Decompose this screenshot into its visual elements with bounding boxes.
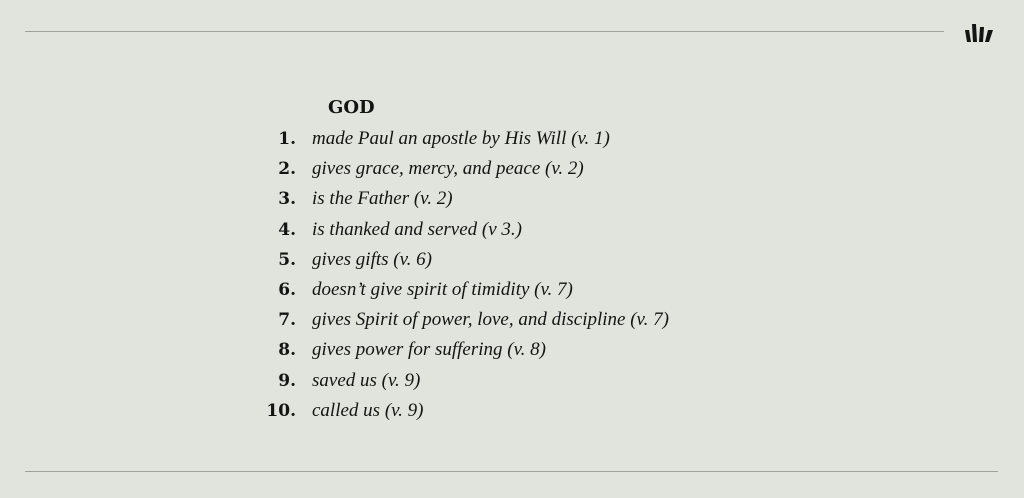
bottom-divider	[25, 471, 998, 472]
item-text: gives gifts (v. 6)	[312, 248, 432, 270]
item-number: 4.	[278, 219, 296, 240]
list-item	[250, 275, 669, 305]
item-number: 10.	[266, 400, 296, 421]
list-item	[250, 245, 669, 275]
list-item	[250, 366, 669, 396]
item-text: saved us (v. 9)	[312, 369, 421, 391]
item-text: doesn’t give spirit of timidity (v. 7)	[312, 279, 573, 301]
top-divider	[25, 31, 944, 32]
item-text: gives Spirit of power, love, and discipline (v. 7)	[312, 309, 669, 331]
list-item	[250, 184, 669, 214]
item-text: gives power for suffering (v. 8)	[312, 339, 546, 361]
attributes-list	[250, 124, 669, 426]
list-item	[250, 396, 669, 426]
item-number: 3.	[278, 189, 296, 210]
item-number: 2.	[278, 159, 296, 180]
item-number: 5.	[278, 249, 296, 270]
list-item	[250, 124, 669, 154]
list-item	[250, 305, 669, 335]
list-heading: GOD	[328, 97, 375, 118]
item-number: 6.	[278, 280, 296, 301]
item-text: is thanked and served (v 3.)	[312, 218, 522, 240]
crown-logo-icon	[963, 20, 999, 46]
list-item	[250, 215, 669, 245]
item-text: is the Father (v. 2)	[312, 188, 453, 210]
item-number: 1.	[278, 129, 296, 150]
list-item	[250, 154, 669, 184]
item-text: made Paul an apostle by His Will (v. 1)	[312, 128, 610, 150]
item-text: gives grace, mercy, and peace (v. 2)	[312, 158, 584, 180]
list-item	[250, 335, 669, 365]
item-number: 9.	[278, 370, 296, 391]
item-text: called us (v. 9)	[312, 399, 424, 421]
item-number: 7.	[278, 310, 296, 331]
item-number: 8.	[278, 340, 296, 361]
